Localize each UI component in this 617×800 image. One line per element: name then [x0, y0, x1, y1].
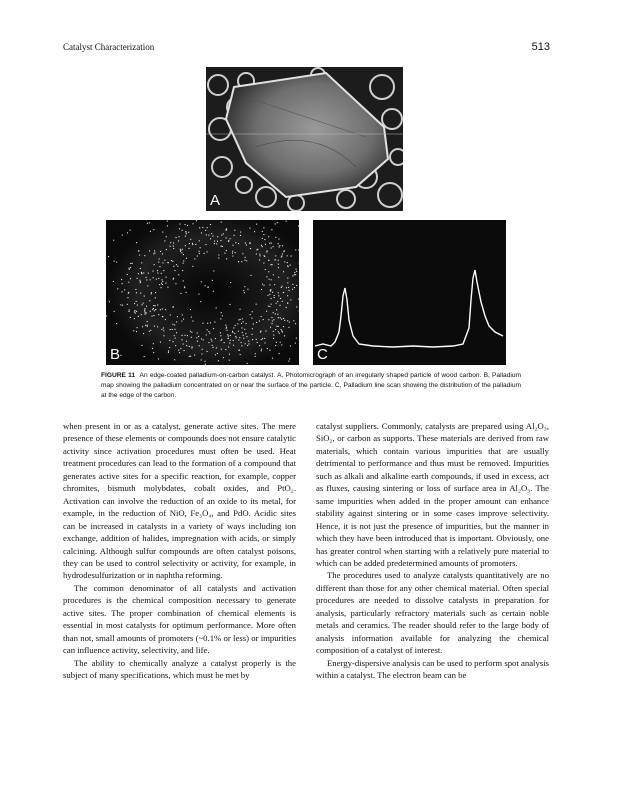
left-paragraph-1: when present in or as a catalyst, generate active sites. The mere presence of these elements or compounds does not ensure catalytic activity since activation procedures must often be used. Heat treatment procedures can lead to the formation of a compound that generates active sites for a specific reaction, for example, copper chromites, bismuth molybdates, cobalt oxides, and PtO₂. Activation can involve the reduction of an oxide to its metal, for example, in the reduction of NiO, Fe₃O₄, and PdO. Acidic sites can be increased in catalysts in a variety of ways including ion exchange, addition of halides, impregnation with acids, or simply calcining. Although sulfur compounds are often catalyst poisons, they can be used to control selectivity or activity, for example, in hydrodesulfurization or in naphtha reforming.	[63, 421, 296, 581]
running-title: Catalyst Characterization	[63, 42, 155, 52]
panel-label-c: C	[317, 346, 328, 363]
left-column	[63, 420, 296, 682]
line-scan-trace-image	[313, 220, 506, 365]
right-paragraph-3: Energy-dispersive analysis can be used to perform spot analysis within a catalyst. The electron beam can be	[316, 657, 549, 681]
left-paragraph-2: The common denominator of all catalysts and activation procedures is the chemical composition necessary to generate active sites. The proper combination of chemical elements is essential in most catalysts for optimum performance. More often than not, small amounts of promoters (~0.1% or less) or impurities can influence activity, selectivity, and life.	[63, 582, 296, 656]
figure-caption	[101, 371, 521, 401]
right-column	[316, 420, 549, 682]
caption-label: FIGURE 11	[101, 372, 136, 379]
right-paragraph-1: catalyst suppliers. Commonly, catalysts are prepared using Al₂O₃, SiO₂, or carbon as supports. These materials are derived from raw materials, which contain various impurities that are usually detrimental to performance and thus must be removed. Impurities such as alkali and alkaline earth compounds, if used in excess, act as fluxes, causing sintering or loss of surface area in Al₂O₃. The same impurities when added in the proper amount can enhance stability against sintering or in some cases improve selectivity. Hence, it is not just the presence of impurities, but the manner in which they have been introduced that is important. Obviously, one has greater control when starting with a relatively pure material to which can be added predetermined amounts of promoters.	[316, 421, 549, 568]
right-paragraph-2: The procedures used to analyze catalysts quantitatively are no different than those for any other chemical material. Often special procedures are needed to dissolve catalysts in preparation for analysis, particularly refractory materials such as certain noble metals and ceramics. The reader should refer to the large body of analysis information available for analyzing the chemical composition of a catalyst of interest.	[316, 570, 549, 656]
left-paragraph-3: The ability to chemically analyze a catalyst properly is the subject of many specifications, which must be met by	[63, 657, 296, 681]
photomicrograph-image	[206, 67, 403, 211]
caption-text: An edge-coated palladium-on-carbon catalyst. A, Photomicrograph of an irregularly shaped particle of wood carbon. B, Palladium map showing the palladium concentrated on or near the surface of the particle. C, Palladium line scan showing the distribution of the palladium at the edge of the carbon.	[101, 372, 521, 399]
figure-panel-c	[313, 220, 506, 365]
figure-panel-b	[106, 220, 299, 365]
palladium-map-image	[106, 220, 299, 365]
figure-panel-a	[206, 67, 403, 211]
panel-label-a: A	[210, 192, 221, 209]
page-number: 513	[531, 41, 550, 53]
panel-label-b: B	[110, 346, 121, 363]
